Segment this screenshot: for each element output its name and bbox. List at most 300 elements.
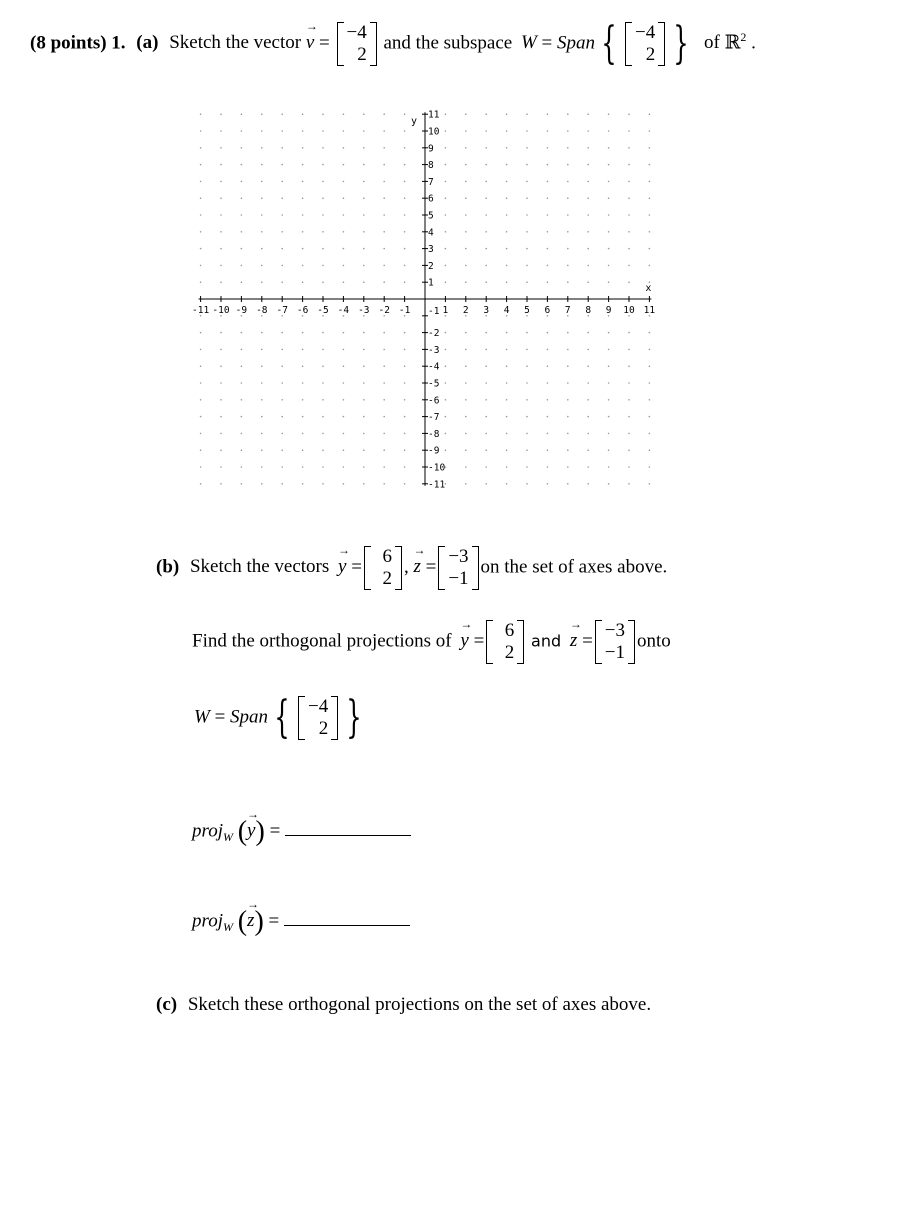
- grid-dot: [343, 365, 345, 367]
- grid-dot: [200, 231, 202, 233]
- grid-dot: [485, 483, 487, 485]
- grid-dot: [547, 365, 549, 367]
- grid-dot: [608, 281, 610, 283]
- grid-dot: [281, 265, 283, 267]
- grid-dot: [281, 365, 283, 367]
- grid-dot: [485, 164, 487, 166]
- y-tick-label: 6: [428, 193, 434, 205]
- grid-dot: [485, 365, 487, 367]
- grid-dot: [526, 433, 528, 435]
- grid-dot: [608, 147, 610, 149]
- x-tick-label: 1: [442, 305, 449, 316]
- grid-dot: [567, 248, 569, 250]
- vector-z-symbol-3: → z: [247, 897, 260, 932]
- grid-dot: [445, 147, 447, 149]
- grid-dot: [506, 164, 508, 166]
- grid-dot: [220, 416, 222, 418]
- span-word-2: Span: [230, 706, 269, 728]
- grid-dot: [485, 214, 487, 216]
- grid-dot: [465, 382, 467, 384]
- grid-dot: [587, 164, 589, 166]
- grid-dot: [587, 113, 589, 115]
- grid-dot: [608, 399, 610, 401]
- grid-dot: [506, 483, 508, 485]
- grid-dot: [241, 365, 243, 367]
- grid-dot: [608, 449, 610, 451]
- grid-dot: [628, 281, 630, 283]
- grid-dot: [526, 265, 528, 267]
- grid-dot: [649, 231, 651, 233]
- grid-dot: [547, 332, 549, 334]
- grid-dot: [587, 147, 589, 149]
- vector-y-matrix: 6 2: [364, 546, 402, 590]
- grid-dot: [506, 449, 508, 451]
- grid-dot: [261, 365, 263, 367]
- grid-dot: [302, 466, 304, 468]
- grid-dot: [281, 181, 283, 183]
- grid-dot: [445, 416, 447, 418]
- part-b-line2: Find the orthogonal projections of → y = 6 2 and → z = −3 −1 onto: [192, 617, 671, 663]
- grid-dot: [322, 399, 324, 401]
- grid-dot: [261, 332, 263, 334]
- grid-dot: [608, 164, 610, 166]
- grid-dot: [567, 181, 569, 183]
- grid-dot: [506, 433, 508, 435]
- grid-dot: [608, 181, 610, 183]
- grid-dot: [281, 349, 283, 351]
- part-b-text1: Sketch the vectors: [189, 556, 330, 578]
- grid-dot: [343, 382, 345, 384]
- grid-dot: [547, 214, 549, 216]
- grid-dot: [649, 365, 651, 367]
- part-a-line: (8 points) 1. (a) Sketch the vector → v = −4 2 and the subspace W = Span { −4 2 } of ℝ$^2$ .: [30, 18, 756, 69]
- grid-dot: [445, 130, 447, 132]
- grid-dot: [587, 265, 589, 267]
- grid-dot: [608, 349, 610, 351]
- grid-dot: [404, 382, 406, 384]
- grid-dot: [506, 349, 508, 351]
- grid-dot: [343, 248, 345, 250]
- grid-dot: [649, 466, 651, 468]
- grid-dot: [363, 248, 365, 250]
- grid-dot: [383, 181, 385, 183]
- vector-v-matrix: −4 2: [337, 22, 377, 66]
- grid-dot: [281, 214, 283, 216]
- grid-dot: [506, 248, 508, 250]
- grid-dot: [628, 147, 630, 149]
- grid-dot: [608, 214, 610, 216]
- grid-dot: [322, 332, 324, 334]
- grid-dot: [547, 433, 549, 435]
- grid-dot: [343, 416, 345, 418]
- grid-dot: [567, 433, 569, 435]
- grid-dot: [383, 349, 385, 351]
- grid-dot: [567, 365, 569, 367]
- grid-dot: [649, 399, 651, 401]
- grid-dot: [587, 248, 589, 250]
- grid-dot: [220, 349, 222, 351]
- grid-dot: [383, 265, 385, 267]
- grid-dot: [383, 399, 385, 401]
- grid-dot: [200, 147, 202, 149]
- grid-dot: [526, 197, 528, 199]
- left-brace-2: {: [274, 692, 290, 743]
- grid-dot: [485, 416, 487, 418]
- grid-dot: [261, 399, 263, 401]
- grid-dot: [567, 449, 569, 451]
- grid-dot: [404, 433, 406, 435]
- grid-dot: [302, 214, 304, 216]
- grid-dot: [200, 416, 202, 418]
- grid-dot: [241, 181, 243, 183]
- grid-dot: [506, 265, 508, 267]
- grid-dot: [322, 483, 324, 485]
- grid-dot: [465, 164, 467, 166]
- grid-dot: [200, 281, 202, 283]
- grid-dot: [281, 147, 283, 149]
- grid-dot: [363, 214, 365, 216]
- grid-dot: [649, 197, 651, 199]
- vector-z-symbol-2: → z: [569, 617, 582, 652]
- grid-dot: [628, 113, 630, 115]
- proj-z-label: proj: [192, 910, 223, 932]
- grid-dot: [261, 281, 263, 283]
- grid-dot: [343, 332, 345, 334]
- grid-dot: [220, 214, 222, 216]
- grid-dot: [363, 130, 365, 132]
- grid-dot: [363, 147, 365, 149]
- grid-dot: [363, 365, 365, 367]
- grid-dot: [587, 231, 589, 233]
- grid-dot: [343, 130, 345, 132]
- grid-dot: [302, 231, 304, 233]
- grid-dot: [404, 332, 406, 334]
- grid-dot: [526, 483, 528, 485]
- proj-z-answer-blank[interactable]: [284, 907, 410, 926]
- grid-dot: [608, 483, 610, 485]
- grid-dot: [363, 113, 365, 115]
- grid-dot: [281, 433, 283, 435]
- grid-dot: [220, 197, 222, 199]
- grid-dot: [649, 483, 651, 485]
- x-tick-labels: [192, 305, 655, 316]
- grid-dot: [567, 399, 569, 401]
- grid-dot: [608, 113, 610, 115]
- y-tick-label: 1: [428, 277, 434, 289]
- grid-dot: [200, 214, 202, 216]
- y-tick-label: -10: [428, 462, 446, 474]
- vector-y-symbol-2: → y: [460, 617, 473, 652]
- proj-y-label: proj: [192, 820, 223, 842]
- grid-dot: [526, 449, 528, 451]
- grid-dot: [506, 365, 508, 367]
- grid-dot: [649, 265, 651, 267]
- grid-dot: [628, 130, 630, 132]
- grid-dot: [261, 449, 263, 451]
- grid-dot: [322, 281, 324, 283]
- y-tick-label: -8: [428, 428, 440, 440]
- proj-y-answer-blank[interactable]: [285, 817, 411, 836]
- grid-dot: [404, 265, 406, 267]
- grid-dot: [649, 113, 651, 115]
- grid-dot: [465, 449, 467, 451]
- x-axis-label: x: [645, 283, 652, 294]
- grid-dot: [404, 349, 406, 351]
- y-tick-label: 8: [428, 160, 434, 172]
- grid-dot: [363, 433, 365, 435]
- grid-dot: [465, 365, 467, 367]
- grid-dot: [322, 248, 324, 250]
- grid-dot: [383, 197, 385, 199]
- grid-dot: [445, 382, 447, 384]
- grid-dot: [281, 483, 283, 485]
- grid-dot: [302, 181, 304, 183]
- grid-dot: [241, 332, 243, 334]
- grid-dot: [383, 416, 385, 418]
- vector-z-matrix-2: −3 −1: [595, 620, 635, 664]
- y-tick-label: 7: [428, 176, 434, 188]
- part-c-text: Sketch these orthogonal projections on the set of axes above.: [187, 994, 652, 1015]
- grid-dot: [302, 147, 304, 149]
- grid-dot: [445, 365, 447, 367]
- right-brace: }: [673, 18, 689, 69]
- grid-dot: [200, 332, 202, 334]
- grid-dot: [322, 349, 324, 351]
- grid-dot: [343, 164, 345, 166]
- grid-dot: [587, 483, 589, 485]
- grid-dot: [200, 130, 202, 132]
- grid-dot: [404, 214, 406, 216]
- grid-dot: [302, 248, 304, 250]
- grid-dot: [587, 365, 589, 367]
- grid-dot: [628, 433, 630, 435]
- vector-v-symbol: → v: [305, 19, 318, 54]
- grid-dot: [302, 382, 304, 384]
- grid-dot: [547, 130, 549, 132]
- grid-dot: [343, 399, 345, 401]
- grid-dot: [465, 416, 467, 418]
- grid-dot: [547, 349, 549, 351]
- grid-dot: [363, 399, 365, 401]
- x-tick-label: 6: [544, 305, 551, 316]
- span-word: Span: [557, 32, 596, 54]
- grid-dot: [628, 382, 630, 384]
- grid-dot: [363, 281, 365, 283]
- part-b-label: (b): [156, 556, 180, 578]
- grid-dot: [628, 197, 630, 199]
- grid-dot: [465, 433, 467, 435]
- grid-dot: [220, 181, 222, 183]
- grid-dot: [383, 214, 385, 216]
- grid-dot: [445, 449, 447, 451]
- grid-dot: [200, 113, 202, 115]
- grid-dot: [220, 265, 222, 267]
- grid-dot: [281, 231, 283, 233]
- grid-dot: [465, 248, 467, 250]
- grid-dot: [281, 466, 283, 468]
- grid-dot: [241, 382, 243, 384]
- grid-dot: [547, 382, 549, 384]
- grid-dot: [281, 382, 283, 384]
- grid-dot: [302, 416, 304, 418]
- grid-dot: [567, 214, 569, 216]
- x-tick-label: 4: [503, 305, 510, 316]
- grid-dot: [241, 399, 243, 401]
- grid-dot: [465, 332, 467, 334]
- onto-word: onto: [637, 630, 671, 652]
- span-vector-matrix: −4 2: [625, 22, 665, 66]
- grid-dot: [383, 281, 385, 283]
- grid-dot: [200, 483, 202, 485]
- grid-dot: [465, 483, 467, 485]
- grid-dot: [261, 416, 263, 418]
- grid-dot: [241, 130, 243, 132]
- y-tick-label: 3: [428, 244, 434, 256]
- grid-dot: [506, 399, 508, 401]
- x-tick-label: 7: [564, 305, 571, 316]
- grid-dot: [485, 181, 487, 183]
- grid-dot: [241, 349, 243, 351]
- grid-dot: [200, 197, 202, 199]
- grid-dot: [485, 265, 487, 267]
- x-tick-label: 5: [524, 305, 530, 316]
- grid-dot: [587, 181, 589, 183]
- subspace-w: W: [520, 32, 537, 54]
- grid-dot: [200, 265, 202, 267]
- grid-dot: [404, 130, 406, 132]
- grid-dot: [261, 197, 263, 199]
- grid-dot: [241, 466, 243, 468]
- grid-dot: [445, 399, 447, 401]
- y-tick-label: -9: [428, 445, 440, 457]
- grid-dot: [506, 214, 508, 216]
- grid-dot: [322, 113, 324, 115]
- y-tick-label: 11: [428, 109, 440, 121]
- grid-dot: [445, 181, 447, 183]
- proj-y-line: proj$_W$ ( → y) =: [192, 816, 411, 848]
- grid-dot: [302, 130, 304, 132]
- y-tick-label: -11: [428, 479, 446, 491]
- grid-dot: [628, 449, 630, 451]
- y-tick-label: -7: [428, 412, 440, 424]
- grid-dot: [383, 164, 385, 166]
- grid-dot: [628, 332, 630, 334]
- grid-dot: [485, 147, 487, 149]
- grid-dot: [363, 231, 365, 233]
- grid-dot: [241, 281, 243, 283]
- grid-dot: [547, 466, 549, 468]
- grid-dot: [404, 181, 406, 183]
- grid-dot: [220, 164, 222, 166]
- grid-dot: [526, 164, 528, 166]
- grid-dot: [322, 365, 324, 367]
- grid-dot: [608, 231, 610, 233]
- y-tick-label: -1: [428, 305, 440, 317]
- grid-dot: [506, 147, 508, 149]
- grid-dot: [547, 164, 549, 166]
- grid-dot: [404, 164, 406, 166]
- grid-dot: [465, 197, 467, 199]
- x-tick-label: 11: [643, 305, 656, 316]
- x-tick-label: -11: [192, 305, 210, 316]
- grid-dot: [465, 265, 467, 267]
- grid-dot: [485, 349, 487, 351]
- y-tick-label: -5: [428, 378, 440, 390]
- grid-dot: [404, 399, 406, 401]
- grid-dot: [404, 113, 406, 115]
- grid-dot: [649, 449, 651, 451]
- grid-dot: [220, 130, 222, 132]
- grid-dot: [608, 130, 610, 132]
- y-tick-label: 9: [428, 143, 434, 155]
- grid-dot: [547, 197, 549, 199]
- grid-dot: [506, 197, 508, 199]
- grid-dot: [343, 197, 345, 199]
- grid-dot: [567, 332, 569, 334]
- grid-dot: [281, 113, 283, 115]
- grid-dot: [261, 164, 263, 166]
- grid-dot: [567, 197, 569, 199]
- grid-dot: [241, 197, 243, 199]
- grid-dot: [322, 231, 324, 233]
- grid-dot: [567, 382, 569, 384]
- grid-dot: [343, 265, 345, 267]
- grid-dot: [261, 231, 263, 233]
- grid-dot: [526, 181, 528, 183]
- grid-dot: [628, 265, 630, 267]
- grid-dot: [445, 332, 447, 334]
- grid-dot: [506, 130, 508, 132]
- grid-dot: [200, 365, 202, 367]
- grid-dot: [628, 483, 630, 485]
- grid-dot: [261, 483, 263, 485]
- grid-dot: [220, 147, 222, 149]
- grid-dot: [547, 113, 549, 115]
- grid-dot: [649, 332, 651, 334]
- grid-dot: [526, 113, 528, 115]
- grid-dot: [547, 248, 549, 250]
- grid-dot: [587, 433, 589, 435]
- grid-dot: [241, 248, 243, 250]
- grid-dot: [404, 281, 406, 283]
- grid-dot: [506, 466, 508, 468]
- grid-dot: [506, 332, 508, 334]
- grid-dot: [383, 130, 385, 132]
- grid-dot: [465, 113, 467, 115]
- grid-dot: [649, 433, 651, 435]
- y-tick-label: -4: [428, 361, 440, 373]
- grid-dot: [383, 466, 385, 468]
- part-c-line: [156, 994, 651, 1016]
- x-tick-label: 10: [623, 305, 635, 316]
- grid-dot: [526, 130, 528, 132]
- grid-dot: [363, 332, 365, 334]
- grid-dot: [547, 416, 549, 418]
- equals-sign: =: [319, 32, 330, 54]
- grid-dot: [200, 399, 202, 401]
- grid-dot: [465, 399, 467, 401]
- grid-dot: [567, 231, 569, 233]
- grid-dot: [445, 349, 447, 351]
- grid-dot: [649, 164, 651, 166]
- grid-dot: [261, 382, 263, 384]
- grid-dot: [465, 214, 467, 216]
- grid-dot: [526, 399, 528, 401]
- grid-dot: [343, 147, 345, 149]
- vector-z-symbol: → z: [413, 543, 426, 578]
- grid-dot: [567, 281, 569, 283]
- grid-dot: [526, 214, 528, 216]
